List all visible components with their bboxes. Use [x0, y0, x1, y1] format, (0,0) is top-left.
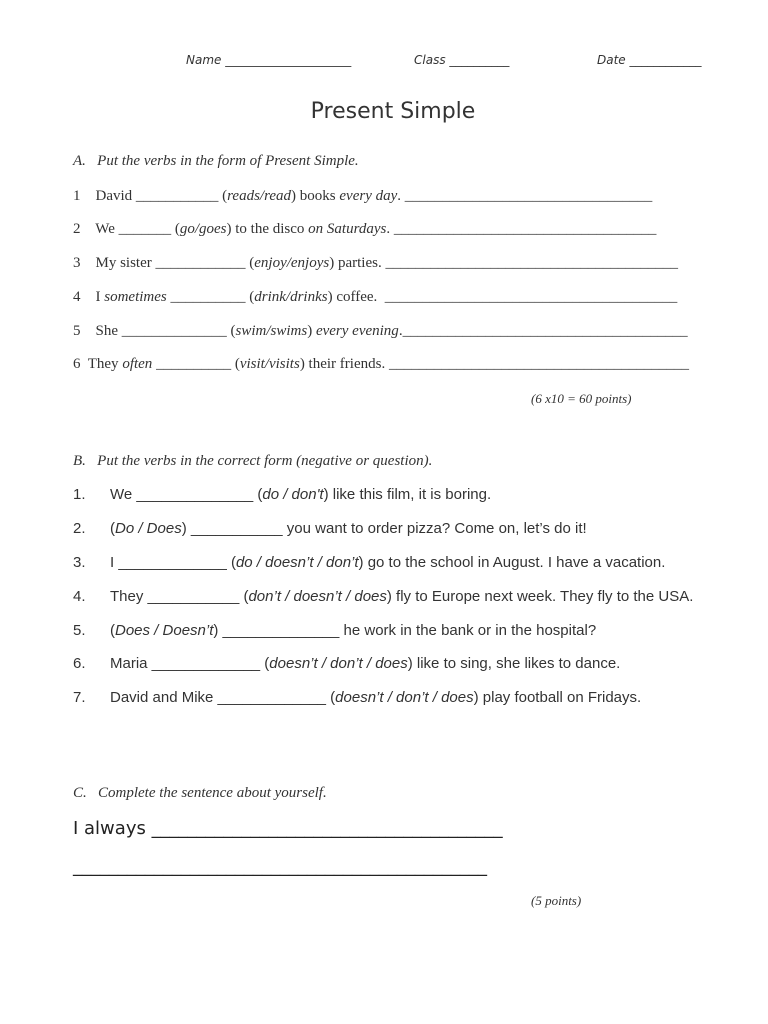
- answer-blank: _______________________________________: [385, 255, 678, 271]
- item-text: ) go to the school in August. I have a vacation.: [358, 554, 666, 571]
- exercise-a-item-1: [73, 188, 652, 205]
- verb-options: visit/visits: [239, 356, 300, 372]
- date-field: [597, 53, 702, 67]
- exercise-a-item-3: [73, 255, 678, 272]
- section-b-letter: B.: [73, 453, 86, 469]
- verb-options: enjoy/enjoys: [254, 255, 330, 271]
- item-text: They ___________ (: [110, 588, 249, 605]
- item-text: We _______ (: [95, 221, 180, 237]
- section-b-instruction: Put the verbs in the correct form (negative or question).: [97, 453, 433, 469]
- exercise-a-item-2: [73, 221, 656, 238]
- section-b-heading: [73, 453, 432, 470]
- exercise-b-text-7: [110, 689, 641, 706]
- name-field: [186, 53, 351, 67]
- item-text: They: [87, 356, 123, 372]
- item-text: (: [110, 520, 115, 537]
- item-text: ) play football on Fridays.: [473, 689, 642, 706]
- item-number: 5: [73, 323, 81, 339]
- adverb: every evening: [315, 323, 399, 339]
- item-number: 3: [73, 255, 81, 271]
- item-text: ) ______________ he work in the bank or in the hospital?: [213, 622, 597, 639]
- date-blank: ____________: [629, 53, 702, 67]
- answer-blank: _______________________________________: [384, 289, 678, 305]
- class-label: Class: [414, 53, 446, 67]
- verb-options: swim/swims: [235, 323, 308, 339]
- answer-blank: . _________________________________: [397, 188, 653, 204]
- item-text: My sister ____________ (: [95, 255, 255, 271]
- date-label: Date: [597, 53, 626, 67]
- item-text: __________ (: [152, 356, 240, 372]
- item-number: 1.: [73, 486, 86, 503]
- item-text: David and Mike _____________ (: [110, 689, 336, 706]
- item-text: ) to the disco: [226, 221, 309, 237]
- section-c-letter: C.: [73, 785, 87, 801]
- item-text: ) parties.: [329, 255, 386, 271]
- verb-options: doesn’t / don’t / does: [269, 655, 408, 672]
- item-number: 6: [73, 356, 81, 372]
- answer-blank: .______________________________________: [398, 323, 688, 339]
- item-text: __________ (: [166, 289, 255, 305]
- item-number: 6.: [73, 655, 86, 672]
- exercise-b-text-4: [110, 588, 693, 605]
- item-text: ) coffee.: [327, 289, 385, 305]
- exercise-b-text-6: [110, 655, 620, 672]
- item-number: 4: [73, 289, 81, 305]
- section-a-instruction: Put the verbs in the form of Present Simple.: [97, 153, 359, 169]
- item-number: 4.: [73, 588, 86, 605]
- item-number: 5.: [73, 622, 86, 639]
- verb-options: Do / Does: [115, 520, 182, 537]
- verb-options: don’t / doesn’t / does: [248, 588, 387, 605]
- item-number: 2: [73, 221, 81, 237]
- exercise-b-item-6: [73, 655, 86, 672]
- answer-blank: . ___________________________________: [386, 221, 657, 237]
- exercise-b-text-2: [110, 520, 587, 537]
- item-text: I _____________ (: [110, 554, 236, 571]
- page-title: Present Simple: [310, 99, 476, 124]
- section-c-heading: [73, 785, 327, 802]
- item-text: ) like to sing, she likes to dance.: [407, 655, 621, 672]
- verb-options: reads/read: [227, 188, 292, 204]
- item-number: 1: [73, 188, 81, 204]
- adverb: sometimes: [104, 289, 167, 305]
- item-text: I: [95, 289, 105, 305]
- item-text: ) books: [291, 188, 340, 204]
- exercise-b-item-3: [73, 554, 86, 571]
- free-answer-line-1: I always _______________________________________: [73, 818, 503, 839]
- exercise-a-item-5: [73, 323, 688, 340]
- item-text: David ___________ (: [95, 188, 228, 204]
- item-text: ) their friends.: [299, 356, 389, 372]
- section-a-heading: [73, 153, 359, 170]
- exercise-a-item-6: [73, 356, 689, 373]
- item-text: ) ___________ you want to order pizza? Come on, let’s do it!: [181, 520, 587, 537]
- item-text: (: [110, 622, 115, 639]
- section-a-letter: A.: [73, 153, 86, 169]
- exercise-b-text-5: [110, 622, 596, 639]
- exercise-b-text-1: [110, 486, 491, 503]
- exercise-b-text-3: [110, 554, 665, 571]
- verb-options: do / don't: [262, 486, 324, 503]
- verb-options: do / doesn’t / don’t: [235, 554, 359, 571]
- answer-blank: ________________________________________: [388, 356, 689, 372]
- item-text: ) like this film, it is boring.: [323, 486, 492, 503]
- item-text: She ______________ (: [95, 323, 236, 339]
- adverb: on Saturdays: [308, 221, 387, 237]
- section-a-points: (6 x10 = 60 points): [531, 391, 632, 406]
- exercise-b-item-2: [73, 520, 86, 537]
- verb-options: go/goes: [179, 221, 227, 237]
- item-text: Maria _____________ (: [110, 655, 270, 672]
- verb-options: drink/drinks: [254, 289, 328, 305]
- section-c-points: (5 points): [531, 893, 582, 908]
- item-number: 7.: [73, 689, 86, 706]
- item-text: ): [307, 323, 316, 339]
- section-c-instruction: Complete the sentence about yourself.: [98, 785, 327, 801]
- exercise-b-item-7: [73, 689, 86, 706]
- exercise-a-item-4: [73, 289, 677, 306]
- item-text: We ______________ (: [110, 486, 263, 503]
- adverb: every day: [339, 188, 398, 204]
- verb-options: doesn’t / don’t / does: [335, 689, 474, 706]
- item-number: 2.: [73, 520, 86, 537]
- exercise-b-item-1: [73, 486, 86, 503]
- item-number: 3.: [73, 554, 86, 571]
- free-answer-line-2: ______________________________________________: [73, 856, 487, 877]
- item-text: ) fly to Europe next week. They fly to the USA.: [386, 588, 694, 605]
- name-blank: _____________________: [225, 53, 352, 67]
- name-label: Name: [186, 53, 222, 67]
- exercise-b-item-5: [73, 622, 86, 639]
- adverb: often: [122, 356, 153, 372]
- class-field: [414, 53, 509, 67]
- exercise-b-item-4: [73, 588, 86, 605]
- verb-options: Does / Doesn’t: [115, 622, 214, 639]
- class-blank: __________: [449, 53, 510, 67]
